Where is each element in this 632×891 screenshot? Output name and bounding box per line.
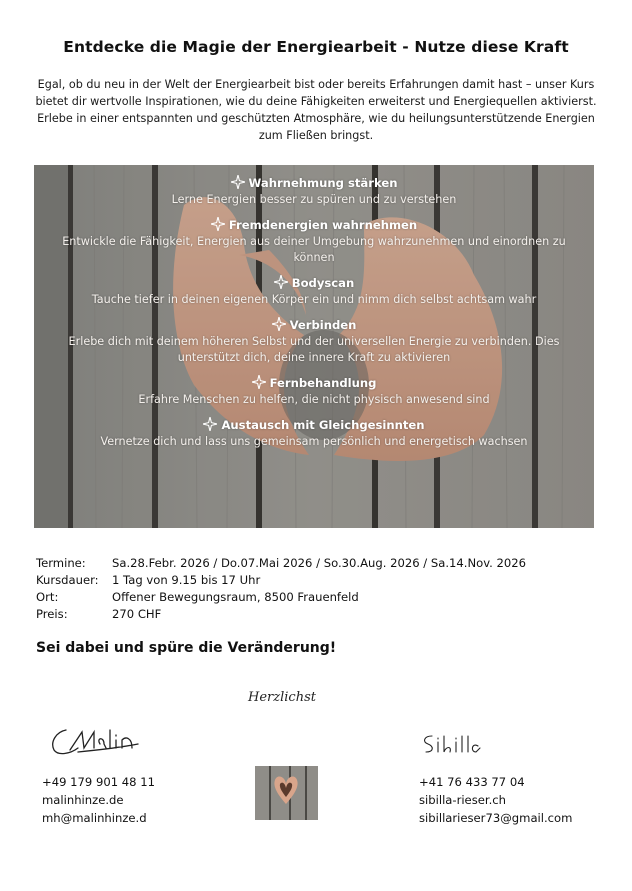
- feature-desc: Lerne Energien besser zu spüren und zu verstehen: [171, 193, 457, 206]
- feature-list: [34, 175, 594, 459]
- intro-text: Egal, ob du neu in der Welt der Energiearbeit bist oder bereits Erfahrungen damit hast – unser Kurs bietet dir wertvolle Inspirationen, wie du deine Fähigkeiten erweiterst und Energiequellen aktivierst. Erlebe in einer entspannten und geschützten Atmosphäre, wie du heilungsunterstützende Energien zum Fließen bringst.: [35, 78, 597, 142]
- sparkle-icon: [231, 175, 245, 189]
- feature-title: Fernbehandlung: [269, 376, 377, 390]
- feature-desc: Tauche tiefer in deinen eigenen Körper ein und nimm dich selbst achtsam wahr: [91, 293, 537, 306]
- info-row-dauer: [36, 572, 526, 589]
- course-info: [36, 555, 526, 623]
- info-value: 270 CHF: [112, 607, 162, 621]
- signature-sibilla: [420, 732, 482, 756]
- page-title: Entdecke die Magie der Energiearbeit - Nutze diese Kraft: [63, 38, 569, 56]
- info-label: Ort:: [36, 590, 59, 604]
- phone-text: +49 179 901 48 11: [42, 775, 155, 789]
- info-row-ort: [36, 589, 526, 606]
- feature-item: [34, 275, 594, 308]
- call-to-action: Sei dabei und spüre die Veränderung!: [36, 640, 337, 656]
- info-label: Kursdauer:: [36, 573, 99, 587]
- contact-malin: [42, 773, 155, 827]
- sparkle-icon: [211, 217, 225, 231]
- sparkle-icon: [272, 317, 286, 331]
- sparkle-icon: [252, 375, 266, 389]
- info-row-termine: [36, 555, 526, 572]
- feature-item: [34, 217, 594, 266]
- sparkle-icon: [203, 417, 217, 431]
- feature-title: Wahrnehmung stärken: [248, 176, 398, 190]
- website-link[interactable]: malinhinze.de: [42, 793, 124, 807]
- heart-hands-thumbnail: [255, 766, 318, 820]
- feature-desc: Vernetze dich und lass uns gemeinsam persönlich und energetisch wachsen: [100, 435, 528, 448]
- closing-greeting: Herzlichst: [248, 690, 316, 705]
- signature-malin: [48, 722, 144, 758]
- contact-sibilla: [419, 773, 572, 827]
- feature-desc: Erlebe dich mit deinem höheren Selbst und der universellen Energie zu verbinden. Dies unterstützt dich, deine innere Kraft zu aktivieren: [68, 335, 560, 364]
- feature-item: [34, 175, 594, 208]
- feature-title: Bodyscan: [291, 276, 355, 290]
- website-link[interactable]: sibilla-rieser.ch: [419, 793, 506, 807]
- email-link[interactable]: mh@malinhinze.d: [42, 811, 147, 825]
- info-label: Termine:: [36, 556, 86, 570]
- info-label: Preis:: [36, 607, 68, 621]
- email-link[interactable]: sibillarieser73@gmail.com: [419, 811, 573, 825]
- feature-title: Fremdenergien wahrnehmen: [228, 218, 418, 232]
- feature-item: [34, 375, 594, 408]
- feature-item: [34, 417, 594, 450]
- feature-item: [34, 317, 594, 366]
- feature-title: Austausch mit Gleichgesinnten: [221, 418, 425, 432]
- heart-hands-image: [255, 766, 318, 820]
- info-row-preis: [36, 606, 526, 623]
- info-value: 1 Tag von 9.15 bis 17 Uhr: [112, 573, 261, 587]
- phone-text: +41 76 433 77 04: [419, 775, 525, 789]
- info-value: Offener Bewegungsraum, 8500 Frauenfeld: [112, 590, 359, 604]
- info-value: Sa.28.Febr. 2026 / Do.07.Mai 2026 / So.30.Aug. 2026 / Sa.14.Nov. 2026: [112, 556, 527, 570]
- hero-image: [34, 165, 594, 528]
- feature-desc: Erfahre Menschen zu helfen, die nicht physisch anwesend sind: [138, 393, 490, 406]
- feature-title: Verbinden: [289, 318, 357, 332]
- sparkle-icon: [274, 275, 288, 289]
- feature-desc: Entwickle die Fähigkeit, Energien aus deiner Umgebung wahrzunehmen und einordnen zu können: [62, 235, 566, 264]
